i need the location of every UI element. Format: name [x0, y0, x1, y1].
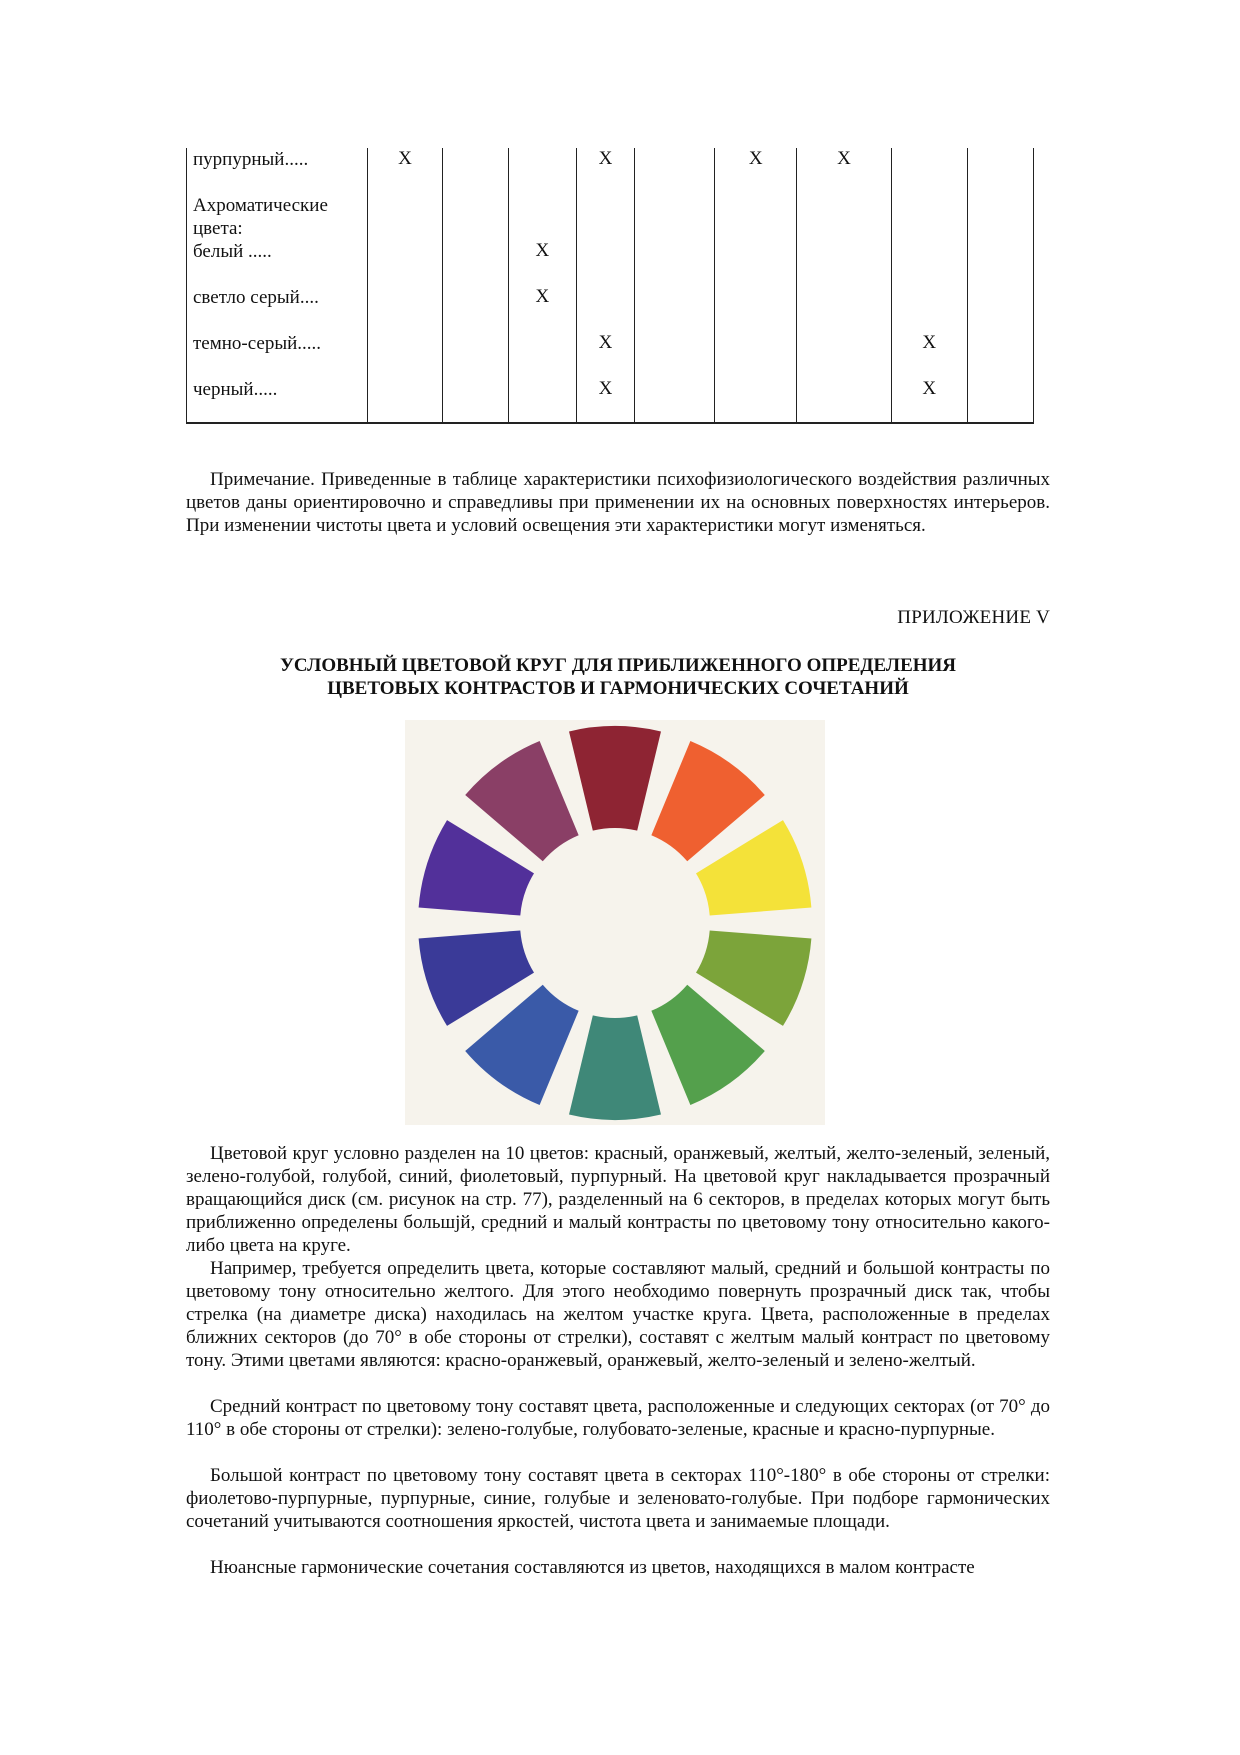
mark-cell: X: [508, 240, 576, 286]
mark-cell: [442, 332, 508, 378]
mark-cell: X: [576, 332, 634, 378]
mark-cell: [891, 148, 967, 194]
mark-cell: [635, 378, 715, 423]
color-wheel: [405, 720, 825, 1125]
mark-cell: [715, 378, 797, 423]
mark-cell: [635, 286, 715, 332]
mark-cell: [576, 240, 634, 286]
table-row: [187, 378, 1034, 423]
color-wheel-figure: [405, 720, 825, 1125]
mark-cell: [967, 148, 1033, 194]
wheel-sector: [569, 1015, 661, 1120]
mark-cell: [442, 286, 508, 332]
mark-cell: [368, 240, 442, 286]
mark-cell: [442, 240, 508, 286]
mark-cell: [635, 194, 715, 240]
mark-cell: [635, 148, 715, 194]
mark-cell: [797, 194, 891, 240]
mark-cell: [797, 286, 891, 332]
mark-cell: [967, 332, 1033, 378]
mark-cell: [368, 286, 442, 332]
mark-cell: [715, 240, 797, 286]
table-row: [187, 194, 1034, 240]
section-title: [186, 654, 1050, 700]
table-row: [187, 240, 1034, 286]
row-label: темно-серый.....: [187, 332, 368, 378]
row-label: пурпурный.....: [187, 148, 368, 194]
mark-cell: [442, 378, 508, 423]
row-label: черный.....: [187, 378, 368, 423]
table-row: [187, 332, 1034, 378]
mark-cell: [967, 240, 1033, 286]
mark-cell: [715, 286, 797, 332]
title-line-2: ЦВЕТОВЫХ КОНТРАСТОВ И ГАРМОНИЧЕСКИХ СОЧЕТАНИЙ: [327, 678, 909, 699]
mark-cell: [797, 378, 891, 423]
color-effects-table: [186, 148, 1034, 424]
mark-cell: X: [576, 148, 634, 194]
mark-cell: [442, 148, 508, 194]
mark-cell: X: [368, 148, 442, 194]
mark-cell: [967, 194, 1033, 240]
mark-cell: [508, 378, 576, 423]
mark-cell: [368, 332, 442, 378]
mark-cell: [715, 332, 797, 378]
table-row: [187, 286, 1034, 332]
mark-cell: [967, 286, 1033, 332]
mark-cell: [635, 240, 715, 286]
mark-cell: X: [576, 378, 634, 423]
wheel-sector: [569, 726, 661, 831]
mark-cell: X: [797, 148, 891, 194]
row-label: светло серый....: [187, 286, 368, 332]
row-label: белый .....: [187, 240, 368, 286]
mark-cell: X: [891, 378, 967, 423]
mark-cell: [508, 332, 576, 378]
mark-cell: [508, 148, 576, 194]
mark-cell: [368, 378, 442, 423]
mark-cell: [576, 286, 634, 332]
mark-cell: [715, 194, 797, 240]
mark-cell: [576, 194, 634, 240]
paragraph-2: Например, требуется определить цвета, которые составляют малый, средний и большой контрасты по цветовому тону относительно желтого. Для этого необходимо повернуть прозрачный диск так, чтобы стрелка (на диаметре диска) находилась на желтом участке круга. Цвета, расположенные в пределах ближних секторов (до 70° в обе стороны от стрелки), составят с желтым малый контраст по цветовому тону. Этими цветами являются: красно-оранжевый, оранжевый, желто-зеленый и зелено-желтый.: [186, 1258, 1050, 1371]
mark-cell: X: [891, 332, 967, 378]
mark-cell: [442, 194, 508, 240]
row-label: Ахроматические цвета:: [187, 194, 368, 240]
paragraph-4: Большой контраст по цветовому тону составят цвета в секторах 110°-180° в обе стороны от стрелки: фиолетово-пурпурные, пурпурные, синие, голубые и зеленовато-голубые. При подборе гармонических сочетаний учитываются соотношения яркостей, чистота цвета и занимаемые площади.: [186, 1465, 1050, 1532]
mark-cell: [891, 194, 967, 240]
mark-cell: X: [715, 148, 797, 194]
table-row: [187, 148, 1034, 194]
mark-cell: [508, 194, 576, 240]
mark-cell: [967, 378, 1033, 423]
appendix-label: ПРИЛОЖЕНИЕ V: [897, 607, 1050, 628]
mark-cell: [797, 332, 891, 378]
paragraph-3: Средний контраст по цветовому тону составят цвета, расположенные и следующих секторах (от 70° до 110° в обе стороны от стрелки): зелено-голубые, голубовато-зеленые, красные и красно-пурпурные.: [186, 1396, 1050, 1440]
paragraph-1: Цветовой круг условно разделен на 10 цветов: красный, оранжевый, желтый, желто-зеленый, зеленый, зелено-голубой, голубой, синий, фиолетовый, пурпурный. На цветовой круг накладывается прозрачный вращающийся диск (см. рисунок на стр. 77), разделенный на 6 секторов, в пределах которых могут быть приближенно определены большјй, средний и малый контрасты по цветовому тону относительно какого-либо цвета на круге.: [186, 1143, 1050, 1256]
paragraph-5: Нюансные гармонические сочетания составляются из цветов, находящихся в малом контрасте: [210, 1557, 975, 1578]
title-line-1: УСЛОВНЫЙ ЦВЕТОВОЙ КРУГ ДЛЯ ПРИБЛИЖЕННОГО ОПРЕДЕЛЕНИЯ: [279, 655, 957, 676]
mark-cell: [891, 240, 967, 286]
mark-cell: [635, 332, 715, 378]
mark-cell: [368, 194, 442, 240]
table-note: Примечание. Приведенные в таблице характеристики психофизиологического воздействия различных цветов даны ориентировочно и справедливы при применении их на основных поверхностях интерьеров. При изменении чистоты цвета и условий освещения эти характеристики могут изменяться.: [186, 469, 1050, 536]
mark-cell: [891, 286, 967, 332]
mark-cell: X: [508, 286, 576, 332]
mark-cell: [797, 240, 891, 286]
